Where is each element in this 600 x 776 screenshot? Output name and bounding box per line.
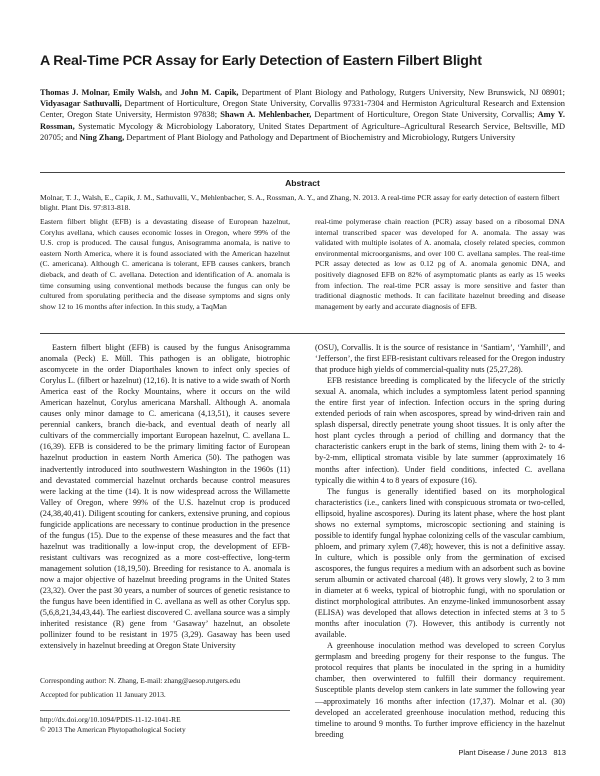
corresponding-author: Corresponding author: N. Zhang, E-mail: zhang@aesop.rutgers.edu [40, 676, 241, 685]
accepted-date: Accepted for publication 11 January 2013. [40, 690, 166, 699]
author-names: Amy Y. Rossman, [40, 110, 565, 131]
author-affiliation: Department of Plant Biology and Pathology and Department of Biochemistry and Microbiology, Rutgers University [124, 132, 516, 142]
author-names: Shawn A. Mehlenbacher, [220, 110, 312, 120]
author-affiliation: Systematic Mycology & Microbiology Laboratory, United States Department of Agriculture–Agricultural Research Service, Beltsville, MD 20705; and [40, 121, 565, 142]
abstract-heading: Abstract [285, 178, 320, 188]
paragraph: A greenhouse inoculation method was developed to screen Corylus germplasm and breeding progeny for their response to the fungus. The protocol requires that plants be inoculated in the spring in a humidity chamber, then overwintered to fulfill their dormancy requirement. Susceptible plants develop stem cankers in late summer the following year—approximately 16 months after infection (17,37). Molnar et al. (30) developed an accelerated greenhouse inoculation method, reducing this timeline to around 9 months. To further improve efficiency in the hazelnut breeding [315, 641, 565, 739]
footnote-rule [40, 710, 290, 711]
journal-footer: Plant Disease / June 2013 [458, 748, 547, 757]
body-column-right [315, 342, 565, 740]
author-names: Ning Zhang, [79, 132, 125, 142]
abstract-left: Eastern filbert blight (EFB) is a devastating disease of European hazelnut, Corylus avellana, which causes economic losses in Oregon, where 99% of the U.S. crop is produced. The causal fungus, Anisogramma anomala, is native to eastern North America, where it is found associated with the American hazelnut (C. americana). Although C. americana is tolerant, EFB causes cankers, branch dieback, and death of C. avellana. Detection and identification of A. anomala is time consuming using conventional methods because the fungus can only be cultured from sporulating perithecia and the disease symptoms and signs only show 12 to 16 months after infection. In this study, a TaqMan [40, 217, 290, 311]
citation: Molnar, T. J., Walsh, E., Capik, J. M., Sathuvalli, V., Mehlenbacher, S. A., Rossman, A. Y., and Zhang, N. 2013. A real-time PCR assay for early detection of eastern filbert blight. Plant Dis. 97:813-818. [40, 193, 560, 213]
page-footer [458, 748, 566, 757]
divider-top [40, 172, 565, 173]
author-affiliation: Department of Plant Biology and Pathology, Rutgers University, New Brunswick, NJ 08901; [238, 88, 565, 97]
paragraph: EFB resistance breeding is complicated by the lifecycle of the strictly sexual A. anomala, which includes a symptomless latent period spanning the entire first year of infection. Infection occurs in the spring during extended periods of rain when ascospores, spread by wind-driven rain and splash dispersal, directly penetrate young shoot tissues. It is only after the host plant cycles through a period of chilling and dormancy that the characteristic cankers erupt in the bark of stems, lining them with 2- to 4-by-2-mm, elliptical stromata visible by late summer (approximately 16 months after infection). Under field conditions, infected C. avellana typically die within 4 to 8 years of exposure (16). [315, 376, 565, 485]
author-names: Thomas J. Molnar, Emily Walsh, [40, 88, 162, 97]
body-column-left [40, 342, 290, 651]
paragraph: The fungus is generally identified based on its morphological characteristics (i.e., cankers lined with conspicuous stromata or two-celled, ellipsoid, hyaline ascospores). During its latent phase, where the host plant shows no external symptoms, microscopic sectioning and staining is possible to identify fungal hyphae colonizing cells of the vascular cambium, phloem, and primary xylem (7,48); however, this is not a definitive assay. In culture, which is possible only from the germination of excised ascospores, the fungus requires a medium with an adsorbent such as bovine serum albumin or activated charcoal (48). It grows very slowly, 2 to 3 mm in diameter at 6 weeks, typical of biotrophic fungi, with no sporulation or distinct morphological attributes. An enzyme-linked immunosorbent assay (ELISA) was developed that allows detection in infected stems at 3 to 5 months after inoculation (7). However, this antibody is currently not available. [315, 486, 565, 640]
author-affiliation: Department of Horticulture, Oregon State University, Corvallis; [311, 110, 538, 120]
paragraph: (OSU), Corvallis. It is the source of resistance in ‘Santiam’, ‘Yamhill’, and ‘Jefferson’, the first EFB-resistant cultivars released for the Oregon industry that produce high yields of commercial-quality nuts (25,27,28). [315, 343, 565, 375]
article-title: A Real-Time PCR Assay for Early Detection of Eastern Filbert Blight [40, 53, 482, 69]
author-block [40, 87, 565, 143]
paragraph: Eastern filbert blight (EFB) is caused by the fungus Anisogramma anomala (Peck) E. Müll. This pathogen is an obligate, biotrophic ascomycete in the order Diaporthales known to infect only species of Corylus L. (filbert or hazelnut) (12,16). It is native to a wide swath of North America east of the Rocky Mountains, where it occurs on the wild American hazelnut, Corylus americana Marshall. Although A. anomala causes only minor damage to C. americana (4,13,51), it causes severe perennial cankers, branch die-back, and eventual death of nearly all cultivars of the commercially important European hazelnut, C. avellana L. (16,39). EFB is considered to be the primary limiting factor of European hazelnut production in eastern North America (50). The pathogen was inadvertently introduced into southwestern Washington in the 1960s (11) and devastated commercial hazelnut orchards because control measures were lacking at the time (14). It is now widespread across the Willamette Valley of Oregon, where 99% of the U.S. hazelnut crop is produced (24,38,40,41). Diligent scouting for cankers, extensive pruning, and copious fungicide applications are necessary to continue production in the presence of the fungus (15). Due to the expense of these measures and the fact that hazelnut was traditionally a low-input crop, the development of EFB-resistant cultivars was recognized as a more cost-effective, long-term management solution (18,19,50). Breeding for resistance to A. anomala is now a major objective of hazelnut breeding programs in the United States (23,32). Over the past 30 years, a number of sources of genetic resistance to the fungus have been identified in C. avellana as well as other Corylus spp. (5,6,8,21,34,43,44). The earliest discovered C. avellana source was a simply inherited resistance (R) gene from ‘Gasaway’ hazelnut, an obsolete pollinizer found to be resistant in 1975 (3,29). Gasaway has been used extensively in hazelnut breeding at Oregon State University [40, 343, 290, 651]
author-connector: and [161, 88, 181, 97]
page-number: 813 [553, 748, 566, 757]
copyright: © 2013 The American Phytopathological Society [40, 725, 186, 734]
abstract-right: real-time polymerase chain reaction (PCR) assay based on a ribosomal DNA internal transcribed spacer was developed for A. anomala. The assay was validated with multiple isolates of A. anomala, closely related species, common environmental microorganisms, and over 100 C. avellana samples. The real-time PCR assay detected as low as 0.12 pg of A. anomala genomic DNA, and positively diagnosed EFB on 82% of asymptomatic plants as early as 15 weeks from infection. The real-time PCR assay is more sensitive and faster than traditional diagnostic methods. It can facilitate hazelnut breeding and disease management by early and accurate diagnosis of EFB. [315, 217, 565, 311]
author-affiliation: Department of Horticulture, Oregon State University, Corvallis 97331-7304 and Hermiston Agricultural Research and Extension Center, Oregon State University, Hermiston 97838; [40, 99, 565, 120]
doi-link[interactable]: http://dx.doi.org/10.1094/PDIS-11-12-1041-RE [40, 715, 181, 724]
author-names: Vidyasagar Sathuvalli, [40, 99, 122, 109]
author-names: John M. Capik, [180, 88, 239, 97]
divider-bottom [40, 333, 565, 334]
